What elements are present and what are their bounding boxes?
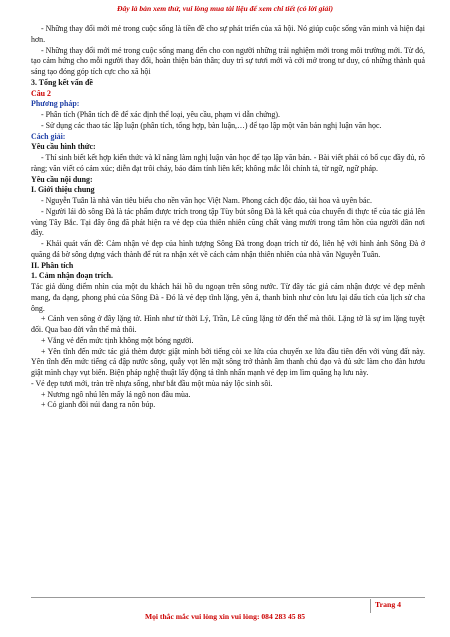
paragraph: + Cảnh ven sông ở đây lặng tờ. Hình như từ thời Lý, Trần, Lê cũng lặng tờ đến thế mà thôi. Lặng tờ là sự im lặng tuyệt đối. Qua bao đời vẫn thế mà thôi. xyxy=(31,314,425,334)
paragraph: + Yên tĩnh đến mức tác giả thèm được giật mình bởi tiếng còi xe lửa của chuyến xe lửa đầu tiên đến với vùng đất này. Yên tĩnh đến mức tiếng cá đập nước sông, quẫy vọt lên mặt sông trở thành âm thanh chủ đạo và đủ sức làm cho đàn hươu giật mình chạy vụt biến. Biện pháp nghệ thuật lấy động tả tĩnh nhấn mạnh vẻ đẹp im lìm quãng hạ lưu này. xyxy=(31,346,425,377)
paragraph: - Khái quát vấn đề: Cảm nhận vẻ đẹp của hình tượng Sông Đà trong đoạn trích từ đó, liên hệ với hình ảnh Sông Đà ở quãng đá bờ sông dựng vách thành để rút ra nhận xét về cách cảm nhận thiên nhiên của nhà văn Nguyễn Tuân. xyxy=(31,239,425,259)
content-requirements-heading: Yêu cầu nội dung: xyxy=(31,174,93,184)
section-heading: II. Phân tích xyxy=(31,260,74,270)
paragraph: - Những thay đổi mới mẻ trong cuộc sống là tiền đề cho sự phát triển của xã hội. Nó giúp cuộc sống văn minh và hiện đại hơn. xyxy=(31,24,425,44)
document-body xyxy=(31,24,425,411)
paragraph: - Phân tích (Phân tích đề để xác định thể loại, yêu cầu, phạm vi dẫn chứng). xyxy=(41,110,280,119)
paragraph: + Nương ngô nhú lên mấy lá ngô non đầu mùa. xyxy=(41,389,191,399)
method-heading: Phương pháp: xyxy=(31,99,80,109)
paragraph: + Cỏ gianh đồi núi đang ra nõn búp. xyxy=(41,400,156,410)
footer-divider xyxy=(31,597,425,598)
preview-banner: Đây là bản xem thử, vui lòng mua tài liệu để xem chi tiết (có lời giải) xyxy=(117,4,333,13)
question-heading: Câu 2 xyxy=(31,88,51,98)
paragraph: - Sử dụng các thao tác lập luận (phân tích, tổng hợp, bàn luận,…) để tạo lập một văn bản nghị luận văn học. xyxy=(41,120,382,130)
footer-contact: Mọi thắc mắc vui lòng xin vui lòng: 084 283 45 85 xyxy=(144,612,306,621)
solution-heading: Cách giải: xyxy=(31,131,66,141)
paragraph: - Người lái đò sông Đà là tác phẩm được trích trong tập Tùy bút sông Đà là kết quả của chuyến đi thực tế của tác giả lên vùng Tây Bắc. Tại đây ông đã phát hiện ra vẻ đẹp của thiên nhiên cũng chất vàng mười trong tâm hồn của người dân nơi đây. xyxy=(31,206,425,238)
section-heading: I. Giới thiệu chung xyxy=(31,185,95,195)
paragraph: - Vẻ đẹp tươi mới, tràn trề nhựa sống, như bắt đầu một mùa nảy lộc sinh sôi. xyxy=(31,378,273,388)
paragraph: - Những thay đổi mới mẻ trong cuộc sống mang đến cho con người những trải nghiệm mới trong môi trường mới. Từ đó, tạo cảm hứng cho mỗi người thay đổi, hoàn thiện bản thân; duy trì sự tươi mới và cởi mở trong tư duy, có những thành quả sáng tạo đóng góp tích cực cho xã hội xyxy=(31,45,425,76)
paragraph: + Vắng vẻ đến mức tịnh không một bóng người. xyxy=(41,335,194,345)
paragraph: Tác giả dùng điểm nhìn của một du khách hải hồ du ngoạn trên sông nước. Từ đây tác giả cảm nhận được vẻ đẹp mênh mang, đa dạng, phong phú của Sông Đà - Đó là vẻ đẹp tĩnh lặng, yên ả, thanh bình như còn lưu lại dấu tích của lịch sử cha ông. xyxy=(31,282,425,313)
paragraph: - Thí sinh biết kết hợp kiến thức và kĩ năng làm nghị luận văn học để tạo lập văn bản. - Bài viết phải có bố cục đầy đủ, rõ ràng; văn viết có cảm xúc; diễn đạt trôi chảy, bảo đảm tính liên kết; không mắc lỗi chính tả, từ ngữ, ngữ pháp. xyxy=(31,153,425,173)
page-number: Trang 4 xyxy=(370,599,401,613)
subsection-heading: 1. Cảm nhận đoạn trích. xyxy=(31,271,113,281)
paragraph: - Nguyễn Tuân là nhà văn tiêu biểu cho nền văn học Việt Nam. Phong cách độc đáo, tài hoa và uyên bác. xyxy=(41,196,372,205)
section-heading: 3. Tổng kết vấn đề xyxy=(31,77,93,87)
form-requirements-heading: Yêu cầu hình thức: xyxy=(31,142,96,152)
